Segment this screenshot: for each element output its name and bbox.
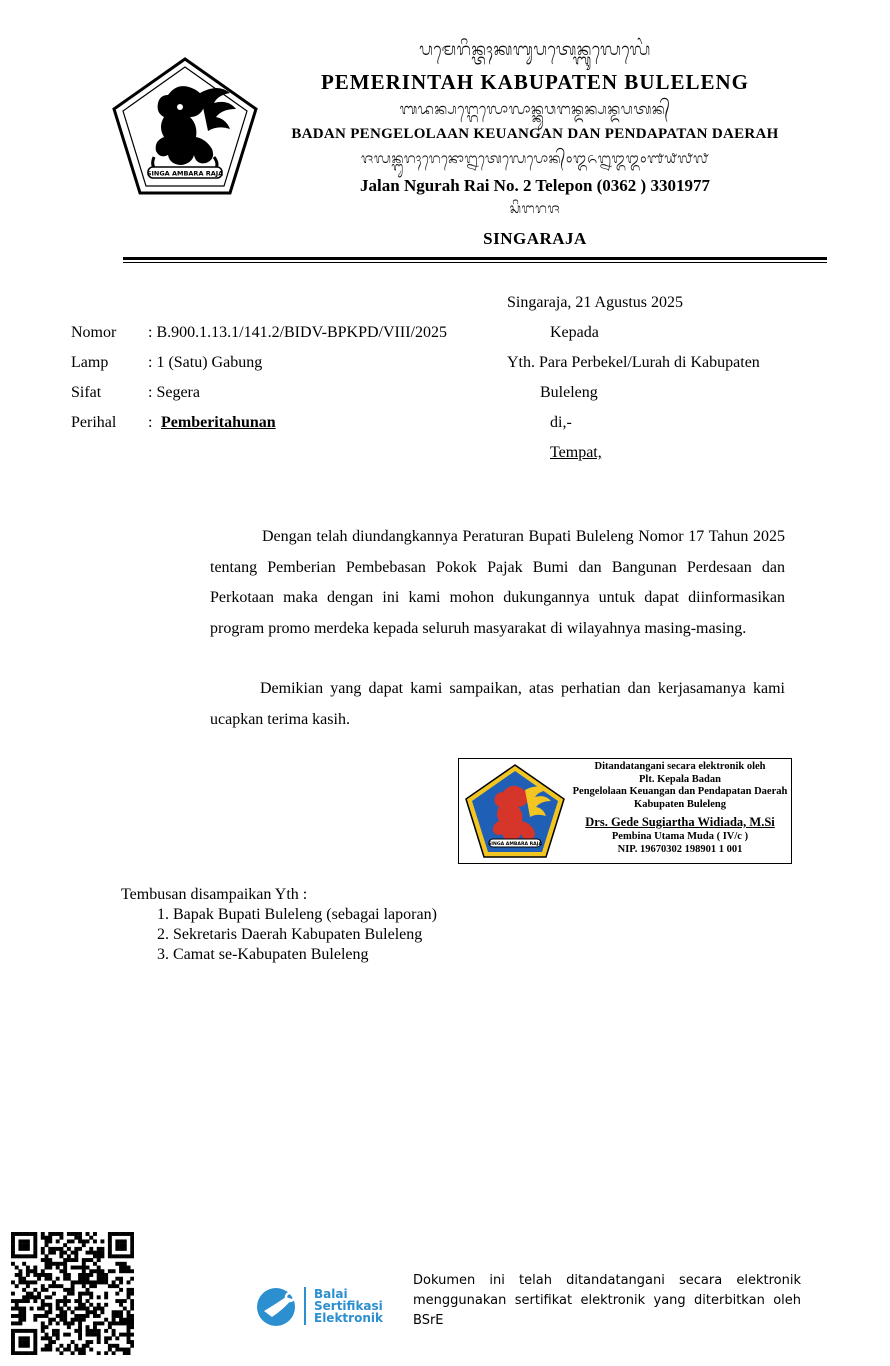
electronic-signature-box [458, 758, 792, 864]
signature-logo-motto: SINGA AMBARA RAJA [487, 842, 543, 847]
cc-heading: Tembusan disampaikan Yth : [121, 886, 308, 903]
agency-name: BADAN PENGELOLAAN KEUANGAN DAN PENDAPATAN DAERAH [291, 126, 779, 142]
meta-colon-perihal: : [148, 414, 153, 431]
meta-label-perihal: Perihal [71, 414, 117, 431]
cc-item-3: 3. Camat se-Kabupaten Buleleng [157, 946, 369, 963]
body-paragraph-2: Demikian yang dapat kami sampaikan, atas perhatian dan kerjasamanya kami ucapkan terima kasih. [210, 680, 785, 728]
recipient-line-2: Buleleng [540, 384, 598, 401]
buleleng-crest-color-icon [463, 762, 567, 860]
recipient-kepada: Kepada [550, 324, 599, 341]
bsre-line-3: Elektronik [314, 1311, 383, 1325]
bsre-wordmark [314, 1288, 383, 1324]
meta-label-lamp: Lamp [71, 354, 109, 371]
signature-line-1: Ditandatangani secara elektronik oleh [594, 761, 766, 772]
balinese-script-line-2: ᬩᬤᬦ᭄ᬧᬗ᭄ᬕᬾᬮᭀᬮᬵᬦ᭄ᬓᬸᬯᬗᬦ᭄ᬤᬦ᭄ᬧᬦ᭄ᬤᬧᬢᬦ᭄ [399, 100, 671, 118]
signatory-rank: Pembina Utama Muda ( IV/c ) [611, 831, 749, 842]
signatory-nip: NIP. 19670302 198901 1 001 [617, 843, 743, 855]
qr-code-icon [11, 1232, 134, 1355]
meta-label-nomor: Nomor [71, 324, 117, 341]
city-name: SINGARAJA [483, 229, 587, 248]
header-divider-thick [123, 257, 827, 260]
recipient-line-1: Yth. Para Perbekel/Lurah di Kabupaten [507, 354, 760, 371]
meta-label-sifat: Sifat [71, 384, 102, 401]
signature-line-3: Pengelolaan Keuangan dan Pendapatan Daerah [572, 786, 788, 797]
recipient-line-3: di,- [550, 414, 572, 431]
body-paragraph-1: Dengan telah diundangkannya Peraturan Bupati Buleleng Nomor 17 Tahun 2025 tentang Pemberian Pembebasan Pokok Pajak Bumi dan Bangunan Perdesaan dan Perkotaan maka dengan ini kami mohon dukungannya untuk dapat diinformasikan program promo merdeka kepada seluruh masyarakat di wilayahnya masing-masing. [210, 528, 785, 637]
buleleng-crest-logo [110, 55, 260, 197]
meta-value-perihal: Pemberitahunan [161, 414, 276, 431]
header-divider-thin [123, 262, 827, 263]
bsre-line-1: Balai [314, 1287, 348, 1301]
recipient-line-4: Tempat, [550, 444, 602, 461]
balinese-script-line-4: ᬲᬶᬗᬭᬚ [509, 201, 561, 217]
logo-motto: SINGA AMBARA RAJA [146, 169, 224, 178]
cc-item-1: 1. Bapak Bupati Buleleng (sebagai laporan) [157, 906, 437, 923]
letter-date: Singaraja, 21 Agustus 2025 [507, 294, 683, 311]
signature-line-4: Kabupaten Buleleng [634, 798, 726, 810]
cc-item-2: 2. Sekretaris Daerah Kabupaten Buleleng [157, 926, 423, 943]
signatory-name: Drs. Gede Sugiartha Widiada, M.Si [585, 815, 775, 829]
bsre-line-2: Sertifikasi [314, 1299, 383, 1313]
bsre-logo-icon [252, 1285, 308, 1327]
balinese-script-line-3: ᬚᬮᬦ᭄ᬗᬸᬭᬄᬭᬾᬦᭀ᭒ᬢᬾᬮᬾᬧᭀᬦ᭄᭐᭓᭖᭒᭓᭓᭐᭑᭙᭗᭗ [361, 151, 709, 167]
agency-address: Jalan Ngurah Rai No. 2 Telepon (0362 ) 3301977 [360, 176, 710, 195]
meta-value-nomor: : B.900.1.13.1/141.2/BIDV-BPKPD/VIII/2025 [148, 324, 447, 341]
balinese-script-line-1: ᬧᬫᬾᬭᬶᬦ᭄ᬢᬄᬓᬩᬸᬧᬢᬾᬦ᭄ᬩᬸᬮᬾᬮᬾᬂ [419, 40, 651, 60]
bsre-notice: Dokumen ini telah ditandatangani secara elektronik menggunakan sertifikat elektronik yang diterbitkan oleh BSrE [413, 1273, 801, 1328]
signature-line-2: Plt. Kepala Badan [639, 773, 721, 785]
meta-value-lamp: : 1 (Satu) Gabung [148, 354, 263, 371]
signature-details [569, 761, 791, 856]
meta-value-sifat: : Segera [148, 384, 200, 401]
government-title: PEMERINTAH KABUPATEN BULELENG [320, 70, 750, 94]
